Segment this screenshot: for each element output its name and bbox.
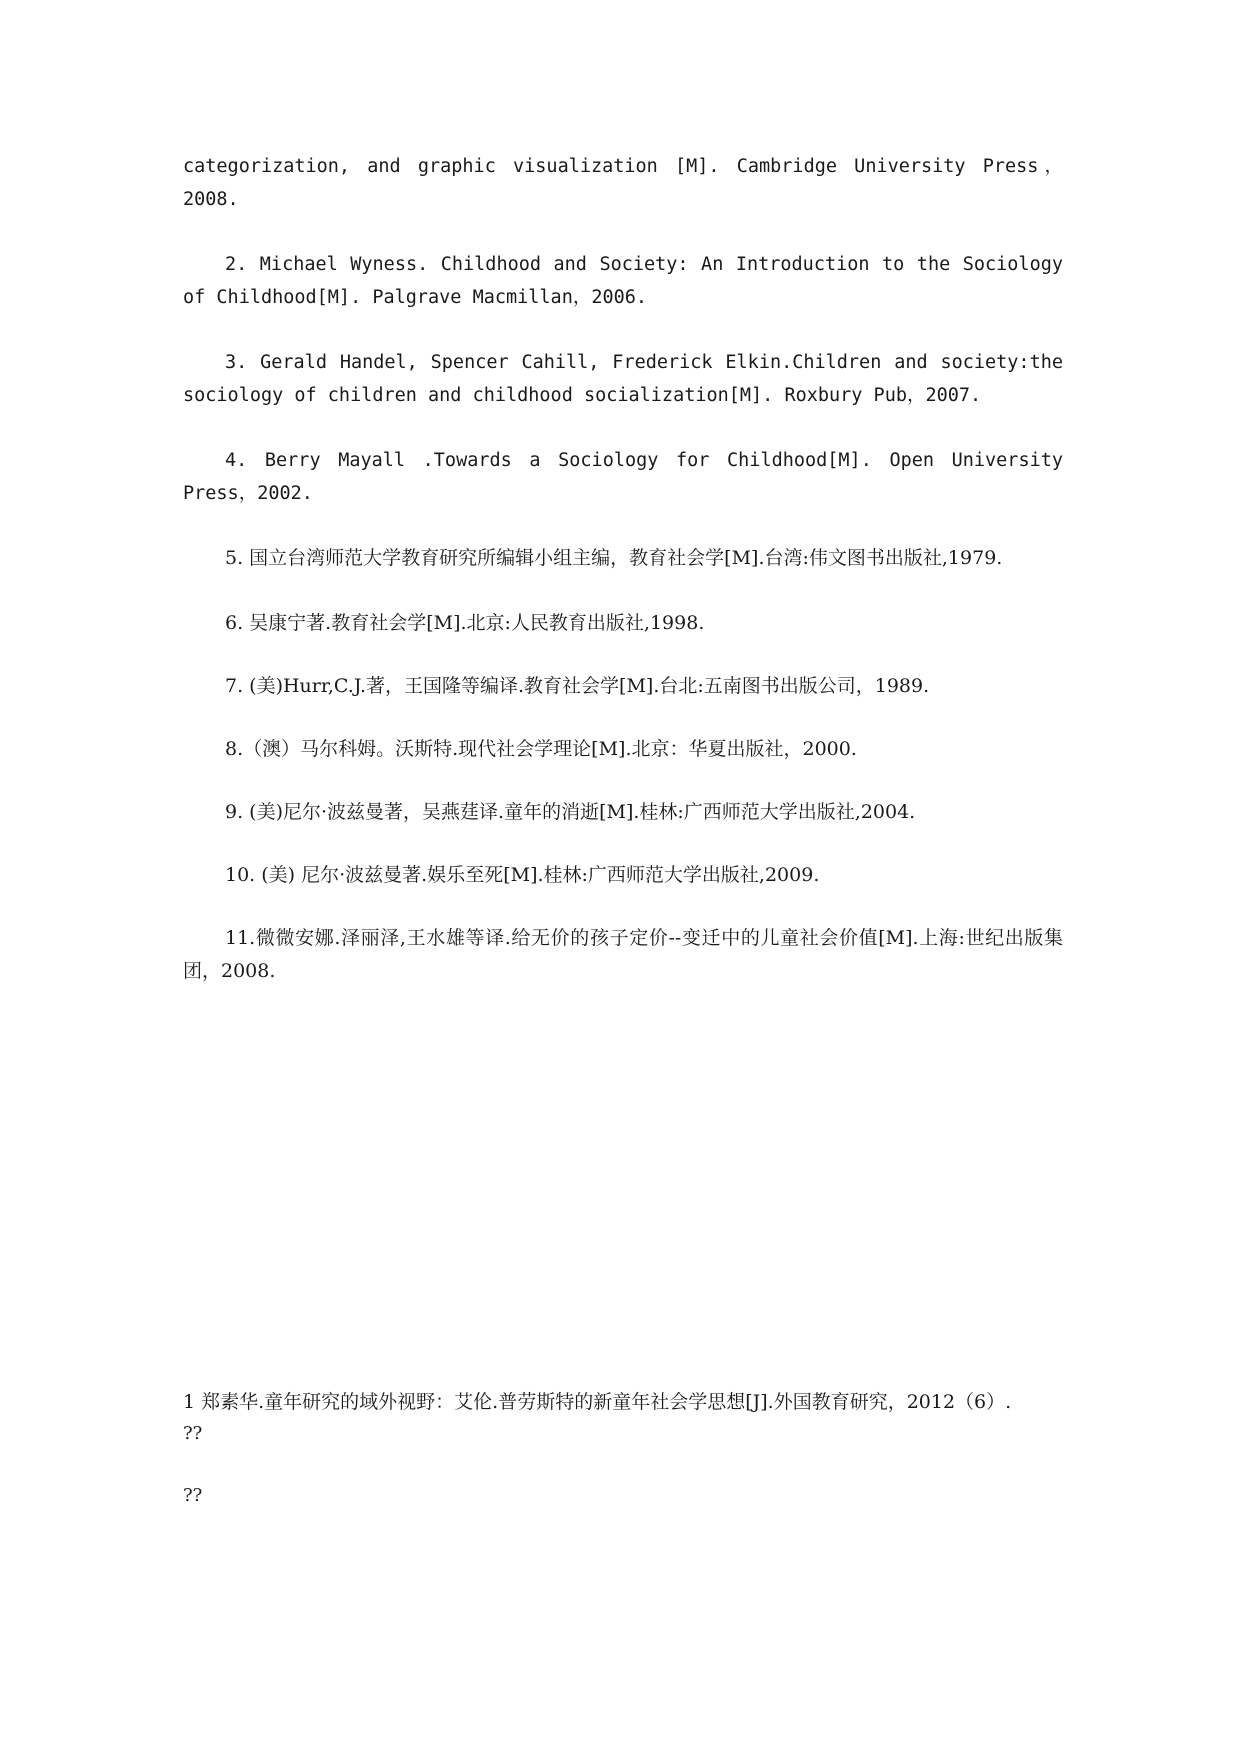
reference-entry-11: 11.微微安娜.泽丽泽,王水雄等译.给无价的孩子定价--变迁中的儿童社会价值[M].上海:世纪出版集团，2008. xyxy=(183,927,1063,982)
reference-entry-4: 4. Berry Mayall .Towards a Sociology for Childhood[M]. Open University Press，2002. xyxy=(183,450,1063,504)
reference-entry-5: 5. 国立台湾师范大学教育研究所编辑小组主编，教育社会学[M].台湾:伟文图书出版社,1979. xyxy=(225,547,1003,569)
reference-entry-8: 8.（澳）马尔科姆。沃斯特.现代社会学理论[M].北京：华夏出版社，2000. xyxy=(225,738,857,760)
reference-list xyxy=(183,150,1063,1020)
reference-entry-9: 9. (美)尼尔·波兹曼著，吴燕莛译.童年的消逝[M].桂林:广西师范大学出版社,2004. xyxy=(225,801,916,823)
reference-entry-2: 2. Michael Wyness. Childhood and Society: An Introduction to the Sociology of Childhood[M]. Palgrave Macmillan，2006. xyxy=(183,254,1063,308)
reference-entry-3: 3. Gerald Handel, Spencer Cahill, Frederick Elkin.Children and society:the sociology of children and childhood socialization[M]. Roxbury Pub，2007. xyxy=(183,352,1063,406)
reference-entry-10: 10. (美) 尼尔·波兹曼著.娱乐至死[M].桂林:广西师范大学出版社,2009. xyxy=(225,864,820,886)
reference-entry-7: 7. (美)Hurr,C.J.著，王国隆等编译.教育社会学[M].台北:五南图书出版公司，1989. xyxy=(225,675,930,697)
reference-entry-6: 6. 吴康宁著.教育社会学[M].北京:人民教育出版社,1998. xyxy=(225,612,705,634)
footnote-area xyxy=(183,1386,1063,1511)
footnote-1: 1 郑素华.童年研究的域外视野：艾伦.普劳斯特的新童年社会学思想[J].外国教育研究，2012（6）. xyxy=(183,1391,1012,1413)
footnote-mark: ?? xyxy=(183,1423,203,1444)
footnote-mark: ?? xyxy=(183,1485,203,1506)
reference-entry-continued: categorization, and graphic visualization [M]. Cambridge University Press，2008. xyxy=(183,156,1063,210)
